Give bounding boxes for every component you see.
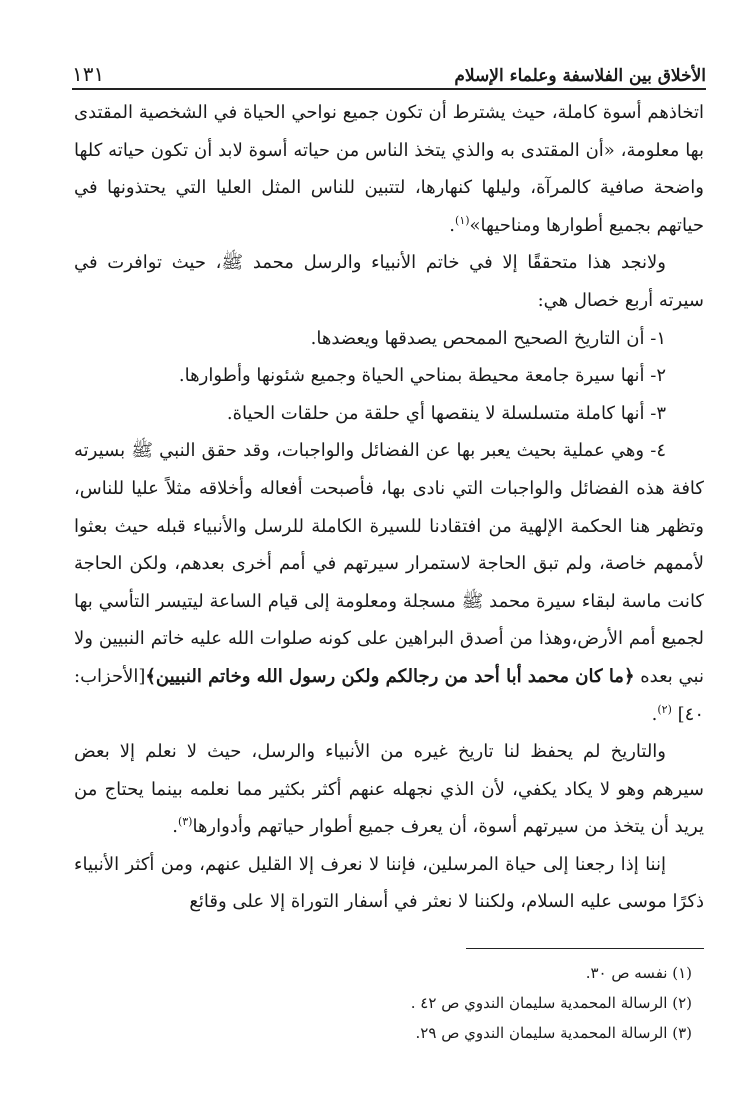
footnote-divider [466,948,704,949]
list-item-4-text: ٤- وهي عملية بحيث يعبر بها عن الفضائل والواجبات، وقد حقق النبي ﷺ بسيرته كافة هذه الفضائل والواجبات التي نادى بها، فأصبحت أفعاله وأخلاقه مثلاً عليا للناس، وتظهر هنا الحكمة الإلهية من افتقادنا للسيرة الكاملة للرسل والأنبياء قبله حيث بعثوا لأممهم خاصة، ولم تبق الحاجة لاستمرار سيرتهم في أمم أخرى بعدهم، ولكن الحاجة كانت ماسة لبقاء سيرة محمد ﷺ مسجلة ومعلومة إلى قيام الساعة ليتيسر التأسي بها لجميع أمم الأرض،وهذا من أصدق البراهين على كونه صلوات الله عليه خاتم النبيين ولا نبي بعده [74,440,704,687]
paragraph-4: إننا إذا رجعنا إلى حياة المرسلين، فإننا لا نعرف إلا القليل عنهم، ومن أكثر الأنبياء ذكرًا موسى عليه السلام، ولكننا لا نعثر في أسفار التوراة إلا على وقائع [74,853,704,913]
list-item-2: ٢- أنها سيرة جامعة محيطة بمناحي الحياة وجميع شئونها وأطوارها. [178,365,666,387]
paragraph-3-end: . [172,816,178,838]
paragraph-1-end: . [449,214,456,236]
footnote-1: (١) نفسه ص ٣٠. [585,964,692,982]
paragraph-3-text: والتاريخ لم يحفظ لنا تاريخ غيره من الأنبياء والرسل، حيث لا نعلم إلا بعض سيرهم وهو لا يكاد يكفي، لأن الذي نجهله عنهم أكثر بكثير مما نعلمه بينما يحتاج من يريد أن يتخذ من سيرتهم أسوة، أن يعرف جميع أطوار حياتهم وأدوارها [74,741,704,838]
footnotes [74,958,704,1048]
footnote-ref-3: (٣) [177,815,193,829]
footnote-ref-1: (١) [455,213,470,227]
quran-quote: ﴿ما كان محمد أبا أحد من رجالكم ولكن رسول الله وخاتم النبيين﴾ [145,665,635,687]
running-title: الأخلاق بين الفلاسفة وعلماء الإسلام [454,66,706,86]
list-item-4-end: . [651,703,658,725]
paragraph-3 [74,733,704,846]
list-item-4 [74,432,704,733]
quran-reference: [الأحزاب: ٤٠] [74,665,704,725]
page-number: ١٣١ [72,62,105,86]
paragraph-1-text: اتخاذهم أسوة كاملة، حيث يشترط أن تكون جميع نواحي الحياة في الشخصية المقتدى بها معلومة، «أن المقتدى به والذي يتخذ الناس من حياته أسوة لابد أن تكون حياته كلها واضحة صافية كالمرآة، وليلها كنهارها، لتتبين للناس المثل العليا التي يحتذونها في حياتهم بجميع أطوارها ومناحيها» [74,102,704,236]
footnote-2: (٢) الرسالة المحمدية سليمان الندوي ص ٤٢ . [410,994,692,1012]
paragraph-1 [74,94,704,244]
footnote-3: (٣) الرسالة المحمدية سليمان الندوي ص ٢٩. [415,1024,692,1042]
footnote-ref-2: (٢) [657,702,672,716]
page-header [72,52,706,90]
paragraph-2: ولانجد هذا متحققًا إلا في خاتم الأنبياء والرسل محمد ﷺ، حيث توافرت في سيرته أربع خصال هي: [74,252,704,311]
main-text [74,94,704,921]
list-item-1: ١- أن التاريخ الصحيح الممحص يصدقها ويعضدها. [310,327,666,349]
list-item-3: ٣- أنها كاملة متسلسلة لا ينقصها أي حلقة من حلقات الحياة. [226,402,666,424]
